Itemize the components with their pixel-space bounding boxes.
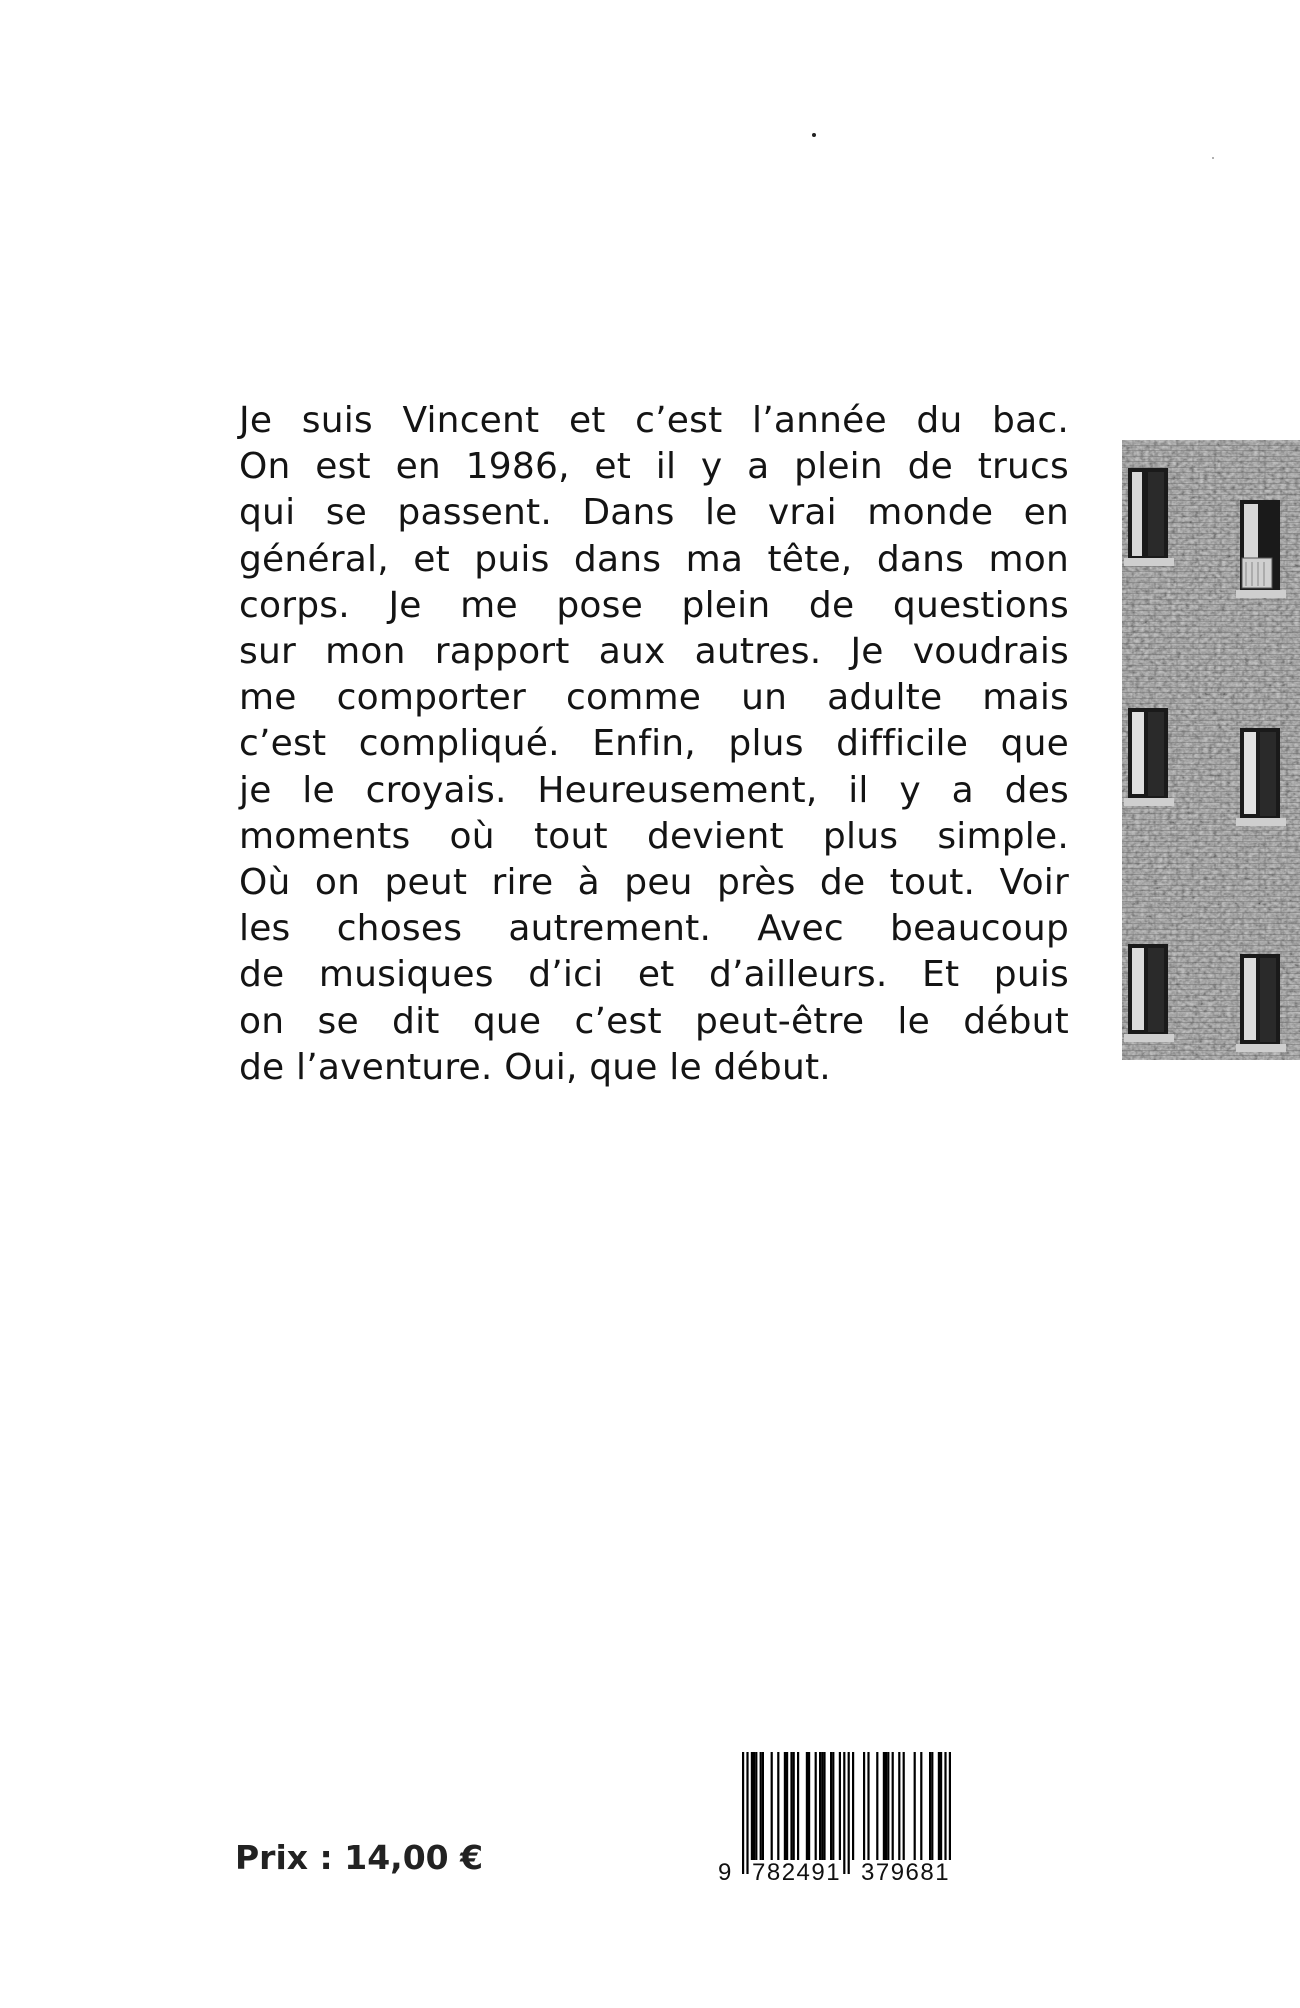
barcode-bar: [753, 1752, 755, 1860]
barcode-bar: [843, 1752, 845, 1874]
barcode-bar: [852, 1752, 854, 1860]
blurb-line: général, et puis dans ma tête, dans mon: [239, 538, 1069, 580]
window-mark: [1236, 954, 1286, 1052]
barcode-bar: [887, 1752, 889, 1860]
blurb-line: c’est compliqué. Enfin, plus difficile que: [239, 723, 1069, 765]
blurb-line: je le croyais. Heureusement, il y a des: [239, 769, 1069, 811]
blurb-line: me comporter comme un adulte mais: [239, 677, 1069, 719]
blurb-line: qui se passent. Dans le vrai monde en: [239, 492, 1069, 534]
isbn-first-digit: 9: [718, 1859, 733, 1886]
barcode-bar: [876, 1752, 878, 1860]
barcode-bar: [815, 1752, 817, 1860]
barcode-bar: [929, 1752, 931, 1860]
barcode-bar: [940, 1752, 942, 1860]
barcode-bar: [746, 1752, 748, 1874]
blurb-line: sur mon rapport aux autres. Je voudrais: [239, 631, 1069, 673]
barcode-bar: [777, 1752, 779, 1860]
isbn-right-group: 379681: [861, 1859, 951, 1886]
blurb-line: moments où tout devient plus simple.: [239, 815, 1069, 857]
barcode-bar: [784, 1752, 786, 1860]
barcode-bar: [819, 1752, 821, 1860]
blurb-line: Je suis Vincent et c’est l’année du bac.: [239, 400, 1069, 441]
barcode-bar: [808, 1752, 810, 1860]
barcode-bar: [797, 1752, 799, 1860]
blurb-line: corps. Je me pose plein de questions: [239, 584, 1069, 626]
barcode-bar: [823, 1752, 825, 1860]
barcode-bar: [751, 1752, 753, 1860]
isbn-left-group: 782491: [752, 1859, 842, 1886]
barcode-bar: [806, 1752, 808, 1860]
barcode-bar: [848, 1752, 850, 1874]
barcode-bar: [742, 1752, 744, 1874]
barcode-bar: [867, 1752, 869, 1860]
blurb-line: on se dit que c’est peut-être le début: [239, 1000, 1069, 1042]
barcode-bar: [944, 1752, 946, 1874]
barcode-bar: [821, 1752, 823, 1860]
barcode-bar: [898, 1752, 900, 1860]
window-mark: [1124, 944, 1174, 1042]
barcode-bar: [920, 1752, 922, 1860]
barcode-bar: [892, 1752, 894, 1860]
blurb-line: de musiques d’ici et d’ailleurs. Et puis: [239, 954, 1069, 996]
back-cover-blurb: [239, 398, 1069, 1091]
price-label: Prix : 14,00 €: [235, 1838, 484, 1877]
barcode-bar: [931, 1752, 933, 1860]
barcode-bar: [755, 1752, 757, 1860]
window-mark: [1124, 708, 1174, 806]
barcode-bar: [863, 1752, 865, 1860]
window-mark: [1124, 468, 1174, 566]
barcode-bar: [832, 1752, 834, 1860]
barcode-bar: [771, 1752, 773, 1860]
barcode-bar: [914, 1752, 916, 1860]
barcode-bar: [790, 1752, 792, 1860]
barcode-bar: [938, 1752, 940, 1860]
blurb-line: les choses autrement. Avec beaucoup: [239, 908, 1069, 950]
window-mark: [1236, 728, 1286, 826]
barcode-bar: [885, 1752, 887, 1860]
blurb-line: On est en 1986, et il y a plein de trucs: [239, 446, 1069, 488]
speck-mark: [812, 133, 816, 137]
barcode-bar: [760, 1752, 762, 1860]
blurb-line: de l’aventure. Oui, que le début.: [239, 1046, 831, 1088]
barcode-bar: [839, 1752, 841, 1860]
building-photo: [1122, 440, 1300, 1060]
window-mark: [1236, 500, 1286, 598]
barcode-bar: [786, 1752, 788, 1860]
barcode-bar: [830, 1752, 832, 1860]
barcode-bar: [762, 1752, 764, 1860]
speck-mark: [1212, 157, 1214, 159]
barcode-bar: [949, 1752, 951, 1874]
barcode-bar: [793, 1752, 795, 1860]
barcode-bar: [903, 1752, 905, 1860]
blurb-line: Où on peut rire à peu près de tout. Voir: [239, 862, 1069, 904]
barcode-bar: [883, 1752, 885, 1860]
